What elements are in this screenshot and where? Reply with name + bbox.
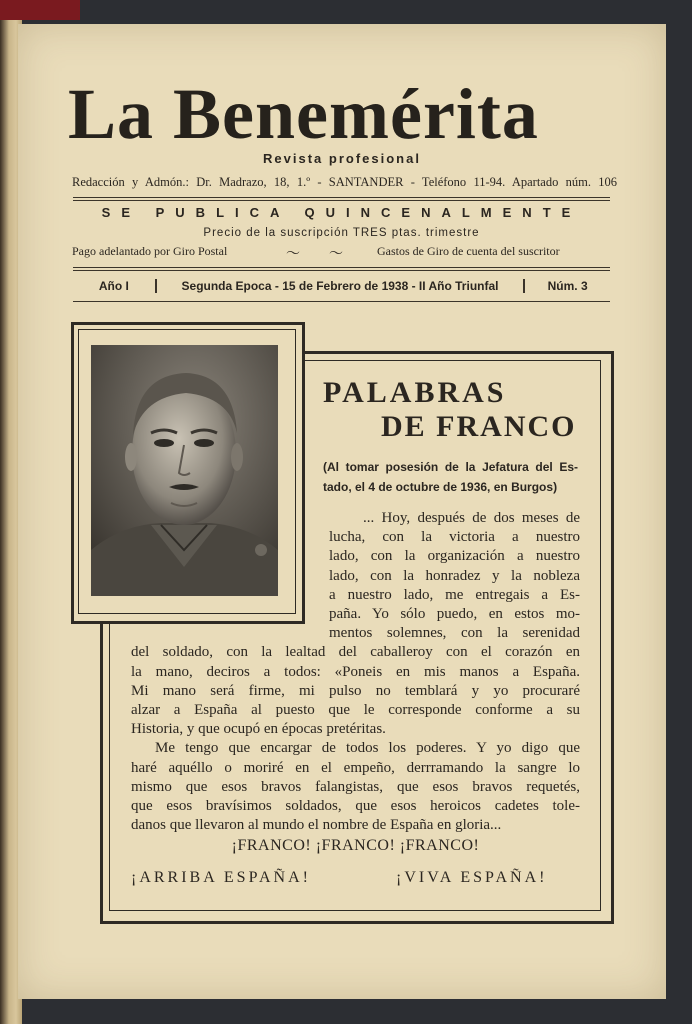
ornament-icon: 〜: [329, 247, 343, 262]
ornament-icon: 〜: [286, 247, 300, 262]
body-line: a nuestro lado, me entregais a Es-: [329, 586, 580, 603]
article-title-line1: PALABRAS: [323, 376, 507, 409]
body-line: alzar a España al puesto que le corresponde conforme a su: [131, 702, 580, 719]
publication-frequency: SE PUBLICA QUINCENALMENTE: [101, 205, 582, 220]
body-line: mismo que esos bravos falangistas, que esos bravos requetés,: [131, 778, 580, 795]
body-line: Historia, y que ocupó en épocas pretéritas.: [131, 721, 386, 738]
masthead-title: La Benemérita: [68, 74, 539, 154]
body-line: paña. Yo sólo puedo, en estos mo-: [329, 606, 580, 623]
issue-date-line: Segunda Epoca - 15 de Febrero de 1938 - II Año Triunfal: [157, 279, 526, 293]
issue-year: Año I: [73, 279, 157, 293]
editorial-address: Redacción y Admón.: Dr. Madrazo, 18, 1.º - SANTANDER - Teléfono 11-94. Apartado núm. 106: [72, 175, 617, 189]
body-line: ... Hoy, después de dos meses de: [363, 510, 580, 526]
issue-number: Núm. 3: [547, 279, 588, 293]
article-subtitle-line1: (Al tomar posesión de la Jefatura del Es-: [323, 460, 578, 474]
payment-fees: Gastos de Giro de cuenta del suscritor: [377, 244, 560, 258]
article-cheer: ¡FRANCO! ¡FRANCO! ¡FRANCO!: [231, 837, 480, 854]
closing-left: ¡ARRIBA ESPAÑA!: [131, 869, 311, 886]
masthead-subtitle: Revista profesional: [263, 151, 421, 166]
body-line: mentos solemnes, con la serenidad: [329, 625, 580, 642]
divider-rule: [73, 301, 610, 302]
body-line: que esos bravísimos soldados, que esos heroicos cadetes tole-: [131, 798, 580, 815]
body-line: del soldado, con la lealtad del caballeroy con el corazón en: [131, 644, 580, 661]
article-body: [131, 509, 580, 835]
magazine-page: [18, 24, 666, 999]
body-line: Me tengo que encargar de todos los poderes. Y yo digo que: [155, 740, 580, 757]
closing-right: ¡VIVA ESPAÑA!: [396, 869, 548, 886]
body-line: lado, con la honradez y la nobleza: [329, 567, 580, 584]
article-title-line2: DE FRANCO: [381, 410, 577, 443]
body-line: haré aquéllo o moriré en el empeño, derrramando la sangre lo: [131, 759, 580, 776]
body-line: danos que llevaron al mundo el nombre de España en gloria...: [131, 817, 502, 834]
divider-rule: [73, 197, 610, 198]
divider-rule: [73, 200, 610, 201]
divider-rule: [73, 267, 610, 268]
body-line: Mi mano será firme, mi pulso no temblará y yo procuraré: [131, 682, 580, 699]
article-subtitle-line2: tado, el 4 de octubre de 1936, en Burgos): [323, 480, 558, 494]
divider-rule: [73, 270, 610, 271]
body-line: lucha, con la victoria a nuestro: [329, 529, 580, 546]
body-line: lado, con la organización a nuestro: [329, 548, 580, 565]
body-line: la mano, deciros a todos: «Poneis en mis manos a España.: [131, 663, 580, 680]
issue-info-bar: [73, 273, 610, 299]
subscription-price: Precio de la suscripción TRES ptas. trimestre: [203, 227, 480, 239]
spine-label: [0, 0, 80, 20]
payment-terms: Pago adelantado por Giro Postal: [72, 244, 228, 258]
